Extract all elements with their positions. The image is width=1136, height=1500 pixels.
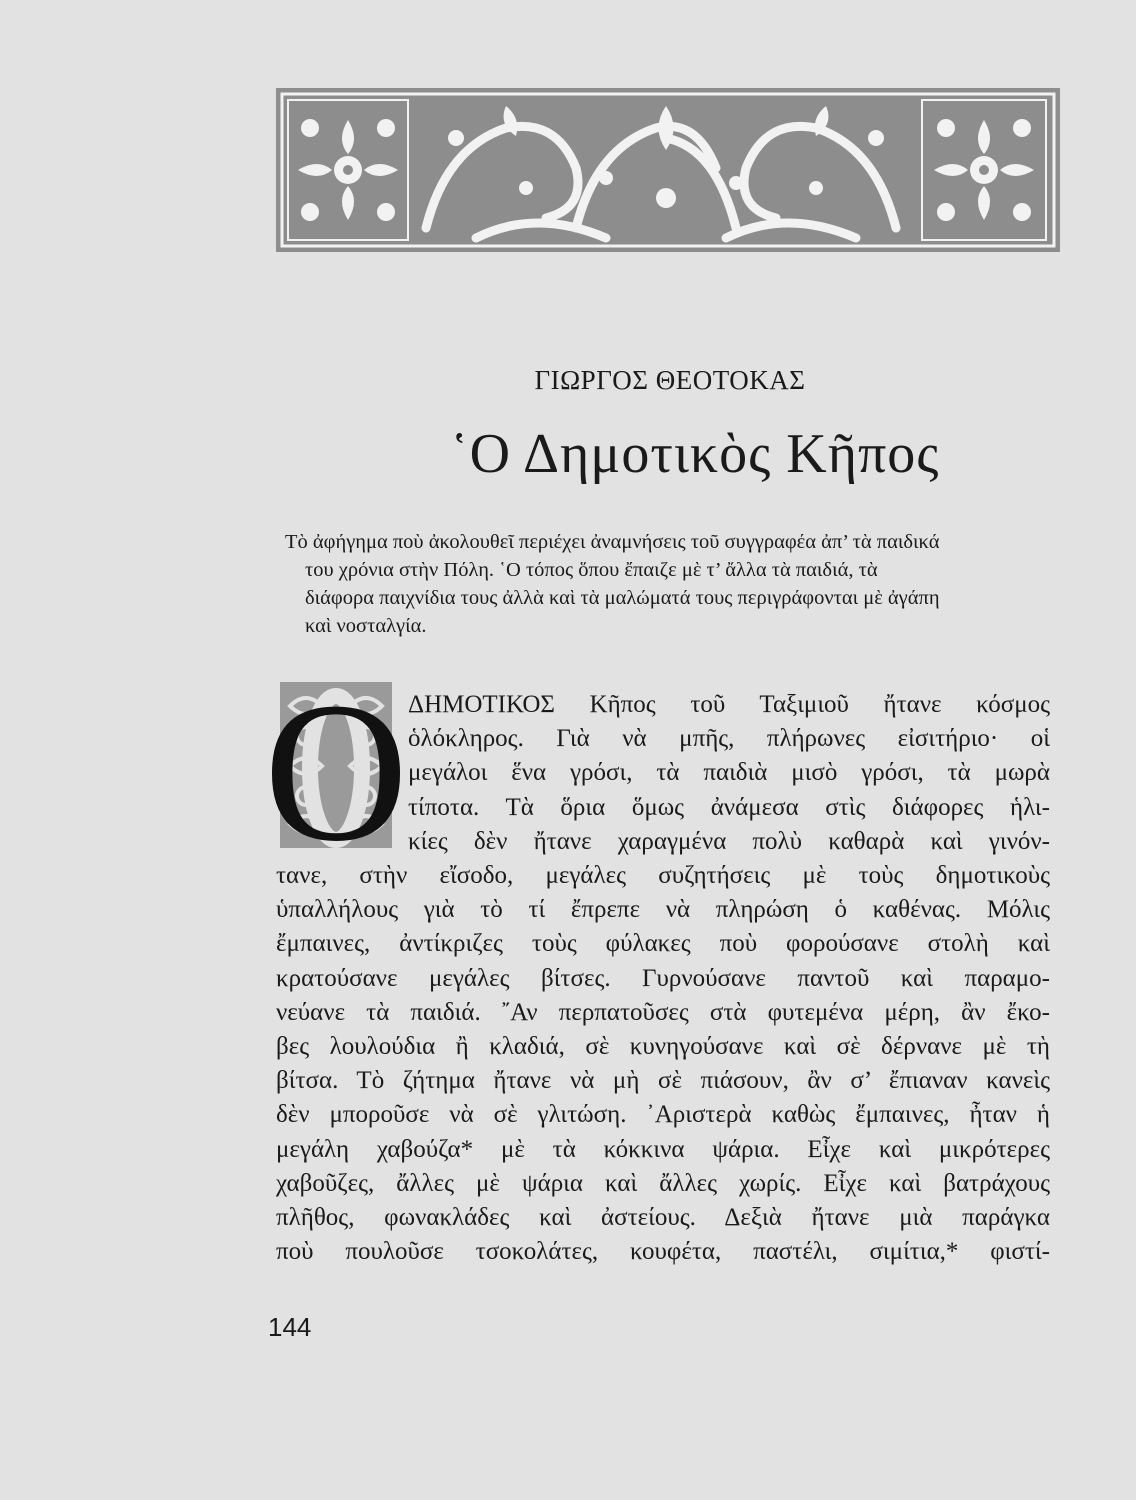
dropcap-letter: Ο <box>263 662 409 883</box>
body-line: χαβοῦζες, ἄλλες μὲ ψάρια καὶ ἄλλες χωρίς. Εἶχε καὶ βατράχους <box>276 1169 1050 1197</box>
intro-paragraph <box>285 528 1055 640</box>
ornamental-header-band <box>276 88 1060 252</box>
body-line: ποὺ πουλοῦσε τσοκολάτες, κουφέτα, παστέλι, σιμίτια,* φιστί- <box>276 1238 1050 1266</box>
body-line: μεγάλοι ἕνα γρόσι, τὰ παιδιὰ μισὸ γρόσι, τὰ μωρὰ <box>408 759 1050 787</box>
body-line: βίτσα. Τὸ ζήτημα ἤτανε νὰ μὴ σὲ πιάσουν, ἂν σ’ ἔπιαναν κανεὶς <box>276 1067 1050 1095</box>
body-line: νεύανε τὰ παιδιά. ῎Αν περπατοῦσες στὰ φυτεμένα μέρη, ἂν ἔκο- <box>276 998 1050 1026</box>
intro-line: διάφορα παιχνίδια τους ἀλλὰ καὶ τὰ μαλώματά τους περιγράφονται μὲ ἀγάπη <box>305 587 940 609</box>
body-line: πλῆθος, φωνακλάδες καὶ ἀστείους. Δεξιὰ ἤτανε μιὰ παράγκα <box>276 1204 1050 1232</box>
intro-line: του χρόνια στὴν Πόλη. ῾Ο τόπος ὅπου ἔπαιζε μὲ τ’ ἄλλα τὰ παιδιά, τὰ <box>305 559 878 581</box>
story-body <box>276 688 1050 1269</box>
body-line: τίποτα. Τὰ ὅρια ὅμως ἀνάμεσα στὶς διάφορες ἡλι- <box>408 793 1050 821</box>
intro-line: Τὸ ἀφήγημα ποὺ ἀκολουθεῖ περιέχει ἀναμνήσεις τοῦ συγγραφέα ἀπ’ τὰ παιδικά <box>285 531 940 553</box>
body-line: δὲν μποροῦσε νὰ σὲ γλιτώση. ᾿Αριστερὰ καθὼς ἔμπαινες, ἦταν ἡ <box>276 1101 1050 1129</box>
body-line: ὑπαλλήλους γιὰ τὸ τί ἔπρεπε νὰ πληρώση ὁ καθένας. Μόλις <box>276 896 1050 924</box>
story-title: ῾Ο Δημοτικὸς Κῆπος <box>450 423 940 485</box>
page-number: 144 <box>268 1312 312 1342</box>
body-line: ὁλόκληρος. Γιὰ νὰ μπῆς, πλήρωνες εἰσιτήριο· οἱ <box>408 725 1050 753</box>
body-line: ΔΗΜΟΤΙΚΟΣ Κῆπος τοῦ Ταξιμιοῦ ἤτανε κόσμος <box>408 691 1050 718</box>
body-line: ἔμπαινες, ἀντίκριζες τοὺς φύλακες ποὺ φορούσανε στολὴ καὶ <box>276 930 1050 958</box>
body-line: μεγάλη χαβούζα* μὲ τὰ κόκκινα ψάρια. Εἶχε καὶ μικρότερες <box>276 1135 1050 1163</box>
body-line: βες λουλούδια ἢ κλαδιά, σὲ κυνηγούσανε καὶ σὲ δέρνανε μὲ τὴ <box>276 1033 1050 1061</box>
body-line: τανε, στὴν εἴσοδο, μεγάλες συζητήσεις μὲ τοὺς δημοτικοὺς <box>276 862 1050 890</box>
intro-line: καὶ νοσταλγία. <box>305 615 427 637</box>
body-line: κρατούσανε μεγάλες βίτσες. Γυρνούσανε παντοῦ καὶ παραμο- <box>276 964 1050 992</box>
body-line: κίες δὲν ἤτανε χαραγμένα πολὺ καθαρὰ καὶ γινόν- <box>408 827 1050 855</box>
floral-ornament-icon <box>276 88 1060 252</box>
author-name: ΓΙΩΡΓΟΣ ΘΕΟΤΟΚΑΣ <box>534 365 806 395</box>
